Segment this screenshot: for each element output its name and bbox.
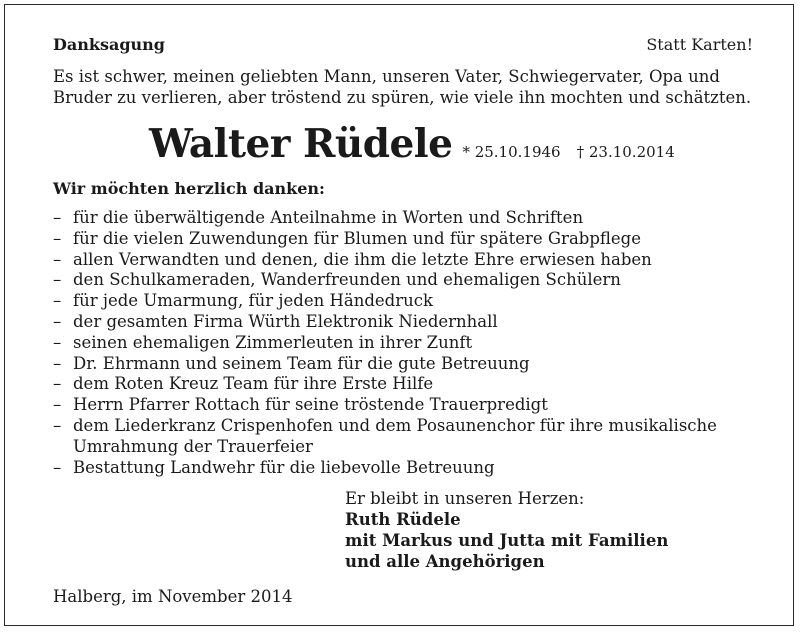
list-item (53, 354, 753, 375)
deceased-block (53, 122, 753, 166)
list-item-text: Dr. Ehrmann und seinem Team für die gute Betreuung (73, 353, 530, 373)
obituary-notice (4, 4, 794, 626)
dash-bullet: – (53, 270, 62, 290)
list-item (53, 250, 753, 271)
signoff-relatives: und alle Angehörigen (345, 552, 545, 572)
list-item (53, 458, 753, 479)
dash-bullet: – (53, 291, 62, 311)
list-item-text: Bestattung Landwehr für die liebevolle Betreuung (73, 457, 495, 477)
thanks-heading: Wir möchten herzlich danken: (53, 179, 325, 198)
list-item-text: für die überwältigende Anteilnahme in Worten und Schriften (73, 208, 584, 227)
list-item-text: dem Roten Kreuz Team für ihre Erste Hilfe (73, 374, 434, 394)
list-item-text: für die vielen Zuwendungen für Blumen und für spätere Grabpflege (73, 228, 642, 248)
list-item (53, 395, 753, 416)
dash-bullet: – (53, 208, 62, 227)
birth-date: * 25.10.1946 (462, 143, 561, 161)
death-date: † 23.10.2014 (576, 143, 675, 161)
dash-bullet: – (53, 457, 62, 477)
dash-bullet: – (53, 395, 62, 415)
signoff-block (345, 488, 753, 572)
dash-bullet: – (53, 311, 62, 331)
list-item (53, 291, 753, 312)
list-item (53, 333, 753, 354)
list-item-text: allen Verwandten und denen, die ihm die letzte Ehre erwiesen haben (73, 249, 652, 269)
signoff-family: mit Markus und Jutta mit Familien (345, 531, 669, 551)
deceased-name: Walter Rüdele (149, 121, 453, 167)
dash-bullet: – (53, 332, 62, 352)
signoff-name: Ruth Rüdele (345, 510, 461, 530)
list-item-text: seinen ehemaligen Zimmerleuten in ihrer Zunft (73, 332, 473, 352)
list-item-text: der gesamten Firma Würth Elektronik Niedernhall (73, 311, 498, 331)
list-item (53, 312, 753, 333)
dash-bullet: – (53, 228, 62, 248)
notice-content (53, 35, 753, 607)
notice-title: Danksagung (53, 35, 165, 54)
signoff-line: Er bleibt in unseren Herzen: (345, 489, 585, 509)
deceased-dates (462, 143, 674, 161)
dash-bullet: – (53, 249, 62, 269)
dash-bullet: – (53, 353, 62, 373)
notice-header (53, 35, 753, 55)
notice-note: Statt Karten! (646, 35, 753, 54)
dash-bullet: – (53, 415, 62, 435)
thanks-list (53, 208, 753, 478)
list-item-text: dem Liederkranz Crispenhofen und dem Posaunenchor für ihre musikalische Umrahmung der Trauerfeier (73, 415, 717, 456)
dash-bullet: – (53, 374, 62, 394)
list-item (53, 208, 753, 229)
place-date: Halberg, im November 2014 (53, 587, 293, 607)
list-item-text: den Schulkameraden, Wanderfreunden und ehemaligen Schülern (73, 270, 621, 290)
list-item-text: Herrn Pfarrer Rottach für seine tröstende Trauerpredigt (73, 395, 548, 415)
intro-text: Es ist schwer, meinen geliebten Mann, unseren Vater, Schwiegervater, Opa und Bruder zu verlieren, aber tröstend zu spüren, wie viele ihn mochten und schätzten. (53, 67, 752, 107)
list-item-text: für jede Umarmung, für jeden Händedruck (73, 291, 433, 311)
list-item (53, 374, 753, 395)
list-item (53, 416, 753, 458)
list-item (53, 229, 753, 250)
list-item (53, 270, 753, 291)
